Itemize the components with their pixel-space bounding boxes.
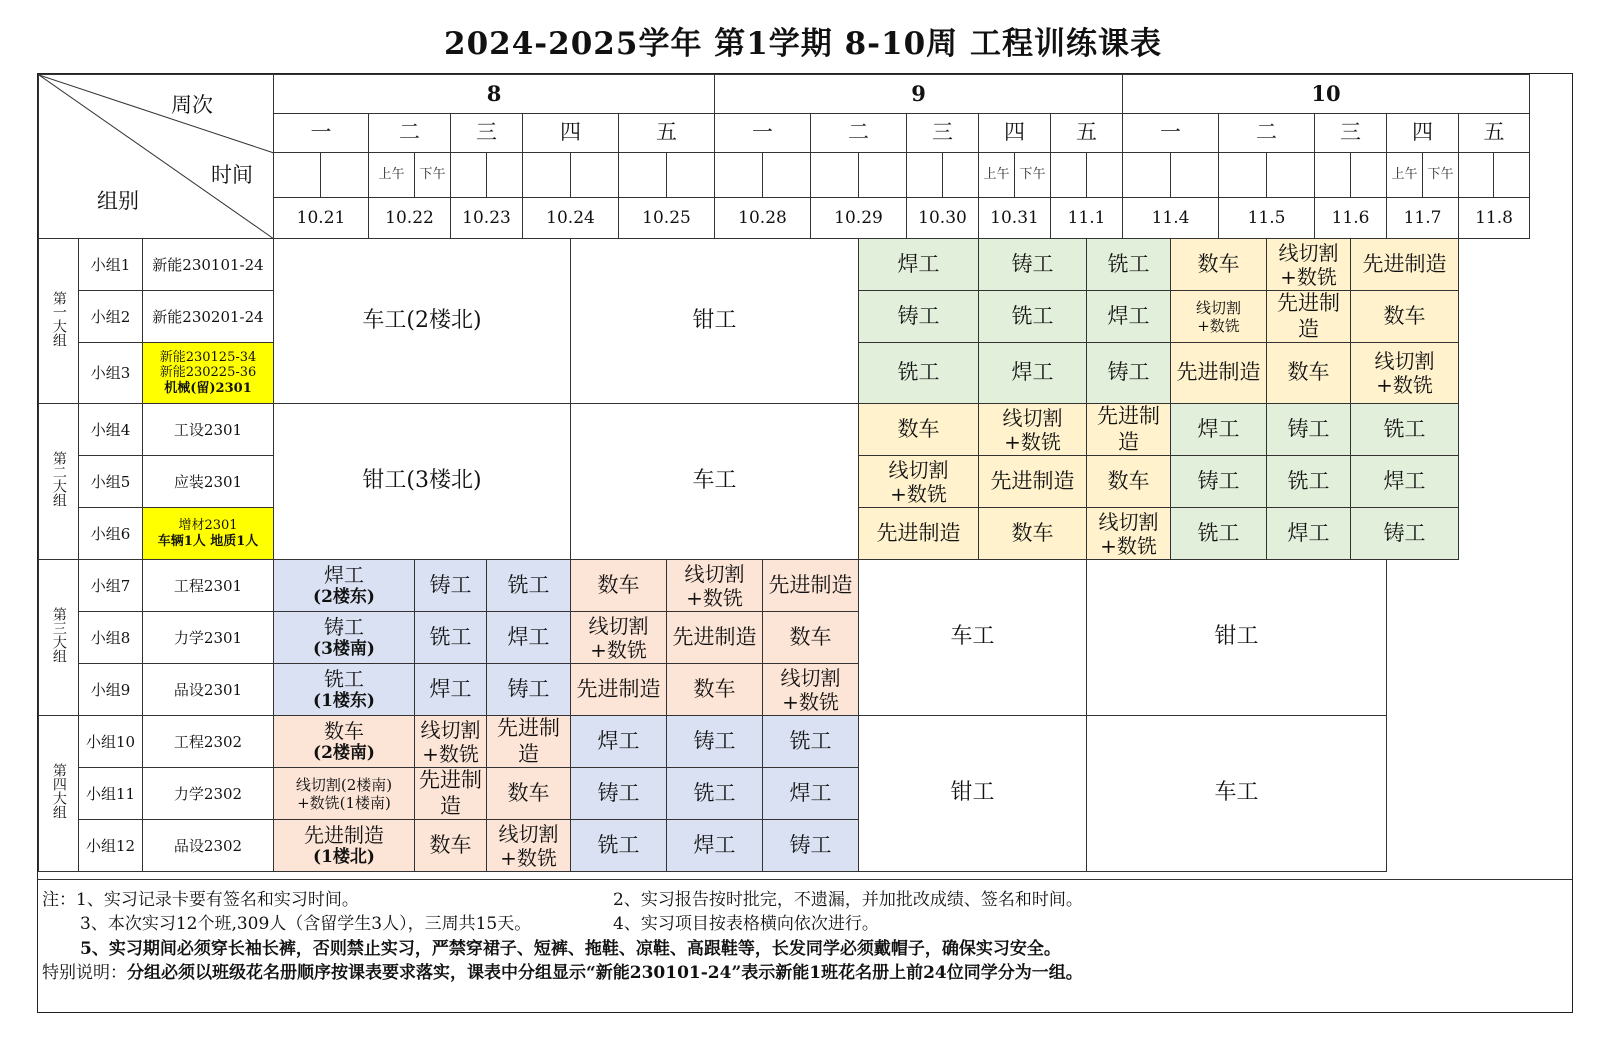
session-cell: 先进制造 [487,716,571,768]
session-line: +数铣 [422,741,479,766]
session-cell [1351,343,1459,404]
class-label: 品设2301 [143,664,274,716]
corner-header [39,75,274,239]
session-cell: 焊工 [667,820,763,872]
corner-time-label: 时间 [211,163,253,187]
session-cell: 数车 [1087,456,1171,508]
day-header: 二 [369,114,451,153]
session-cell: 铸工 [667,716,763,768]
session-cell [274,768,415,820]
group-label: 小组2 [79,291,143,343]
half-day-slot [1219,153,1267,198]
half-day-slot [321,153,369,198]
session-cell: 焊工 [859,239,979,291]
class-label [143,343,274,404]
week-header-10: 10 [1123,75,1530,114]
day-header: 四 [523,114,619,153]
session-cell: 焊工 [1351,456,1459,508]
session-cell: 先进制造 [1087,404,1171,456]
session-line: 线切割 [1098,509,1159,534]
day-header: 四 [979,114,1051,153]
session-line: 数车 [324,719,364,744]
session-cell: 焊工 [415,664,487,716]
half-day-slot [667,153,715,198]
am-label: 上午 [369,153,415,198]
date-header: 10.25 [619,198,715,239]
note-special [42,961,1083,985]
session-cell: 铸工 [571,768,667,820]
half-day-slot [1351,153,1387,198]
session-line: +数铣(1楼南) [297,793,391,812]
session-cell: 先进制造 [1171,343,1267,404]
half-day-slot [1494,153,1530,198]
session-line: 线切割 [1002,405,1063,430]
date-header: 10.28 [715,198,811,239]
group-label: 小组10 [79,716,143,768]
day-header: 三 [1315,114,1387,153]
schedule-table [37,73,1573,1013]
half-day-slot [487,153,523,198]
session-cell [1267,239,1351,291]
session-cell: 铣工 [859,343,979,404]
date-header: 11.4 [1123,198,1219,239]
session-cell [571,612,667,664]
merged-session: 车工 [859,560,1087,716]
half-day-slot [1051,153,1087,198]
session-cell: 先进制造 [859,508,979,560]
session-line: 焊工 [324,563,364,588]
session-cell [763,664,859,716]
class-label: 应装2301 [143,456,274,508]
class-line: 车辆1人 地质1人 [157,533,259,549]
date-header: 11.1 [1051,198,1123,239]
session-cell: 铸工 [1267,404,1351,456]
big-group-3-text: 第三大组 [50,607,67,664]
session-cell [667,560,763,612]
session-cell: 先进制造 [1351,239,1459,291]
session-line: +数铣 [1280,264,1337,289]
half-day-slot [1315,153,1351,198]
session-location: (2楼东) [313,587,375,608]
group-label: 小组1 [79,239,143,291]
session-cell [859,456,979,508]
session-cell: 数车 [1351,291,1459,343]
session-line: 线切割 [420,717,481,742]
date-header: 11.5 [1219,198,1315,239]
class-line: 机械(留)2301 [164,380,252,396]
session-cell: 铣工 [1171,508,1267,560]
big-group-label [39,404,79,560]
session-cell [274,716,415,768]
day-header: 三 [451,114,523,153]
session-location: (1楼东) [313,691,375,712]
half-day-slot [763,153,811,198]
big-group-label [39,716,79,872]
session-cell [979,404,1087,456]
session-line: +数铣 [1100,533,1157,558]
note-special-label: 特别说明： [42,963,127,983]
session-line: 线切割 [684,561,745,586]
big-group-label [39,239,79,404]
session-line: 线切割 [1195,298,1241,317]
am-label: 上午 [979,153,1015,198]
half-day-slot [523,153,571,198]
session-cell [274,560,415,612]
session-cell: 铣工 [979,291,1087,343]
session-cell: 铸工 [1171,456,1267,508]
half-day-slot [943,153,979,198]
class-label: 工设2301 [143,404,274,456]
merged-session: 钳工(3楼北) [274,404,571,560]
group-label: 小组3 [79,343,143,404]
group-label: 小组9 [79,664,143,716]
merged-session: 钳工 [859,716,1087,872]
session-line: 先进制造 [304,823,384,848]
big-group-2-text: 第二大组 [50,451,67,508]
session-cell: 焊工 [571,716,667,768]
session-cell: 铸工 [979,239,1087,291]
class-label: 品设2302 [143,820,274,872]
day-header: 二 [811,114,907,153]
session-line: 线切割 [888,457,949,482]
session-cell [274,664,415,716]
note-4: 4、实习项目按表格横向依次进行。 [613,914,879,934]
date-header: 10.29 [811,198,907,239]
class-label: 工程2301 [143,560,274,612]
date-header: 10.23 [451,198,523,239]
half-day-slot [274,153,321,198]
session-line: 线切割 [498,821,559,846]
session-cell: 先进制造 [979,456,1087,508]
session-cell: 焊工 [1087,291,1171,343]
session-cell: 先进制造 [763,560,859,612]
day-header: 一 [274,114,369,153]
note-2: 2、实习报告按时批完，不遗漏，并加批改成绩、签名和时间。 [613,890,1083,910]
class-label: 力学2301 [143,612,274,664]
session-line: +数铣 [890,481,947,506]
notes-section [38,879,1573,1013]
big-group-4-text: 第四大组 [50,763,67,820]
class-label: 新能230101-24 [143,239,274,291]
half-day-slot [1123,153,1171,198]
session-cell: 数车 [859,404,979,456]
session-cell: 先进制造 [1267,291,1351,343]
session-cell [487,820,571,872]
session-line: +数铣 [1376,373,1433,397]
session-line: 线切割 [780,665,841,690]
session-cell: 数车 [1267,343,1351,404]
day-header: 五 [1459,114,1530,153]
big-group-1-text: 第一大组 [50,290,67,347]
am-label: 上午 [1387,153,1423,198]
session-cell: 先进制造 [415,768,487,820]
date-header: 10.22 [369,198,451,239]
merged-session: 钳工 [571,239,859,404]
session-cell: 铣工 [1267,456,1351,508]
session-cell: 数车 [1171,239,1267,291]
note-3: 3、本次实习12个班,309人（含留学生3人），三周共15天。 [80,914,532,934]
session-cell [274,820,415,872]
group-label: 小组6 [79,508,143,560]
date-header: 10.24 [523,198,619,239]
session-cell: 铣工 [1351,404,1459,456]
session-line: +数铣 [782,689,839,714]
session-cell [274,612,415,664]
session-location: (2楼南) [313,743,375,764]
pm-label: 下午 [1015,153,1051,198]
corner-diagonal-lines [39,75,274,239]
day-header: 一 [1123,114,1219,153]
date-header: 10.31 [979,198,1051,239]
date-header: 10.30 [907,198,979,239]
session-line: 线切割 [588,613,649,638]
day-header: 五 [1051,114,1123,153]
half-day-slot [715,153,763,198]
session-cell: 数车 [667,664,763,716]
session-cell: 铸工 [1087,343,1171,404]
session-cell: 铸工 [1351,508,1459,560]
note-special-text: 分组必须以班级花名册顺序按课表要求落实，课表中分组显示“新能230101-24”表示新能1班花名册上前24位同学分为一组。 [127,963,1083,983]
session-cell: 先进制造 [667,612,763,664]
session-line: 铣工 [324,667,364,692]
session-cell: 焊工 [1171,404,1267,456]
session-cell: 铣工 [763,716,859,768]
pm-label: 下午 [415,153,451,198]
session-cell: 焊工 [979,343,1087,404]
half-day-slot [907,153,943,198]
big-group-label [39,560,79,716]
session-line: 线切割 [1374,349,1435,373]
session-cell: 焊工 [1267,508,1351,560]
merged-session: 车工 [571,404,859,560]
date-header: 11.6 [1315,198,1387,239]
session-cell: 铣工 [571,820,667,872]
page-title: 2024-2025学年 第1学期 8-10周 工程训练课表 [444,26,1162,62]
group-label: 小组8 [79,612,143,664]
half-day-slot [859,153,907,198]
group-label: 小组5 [79,456,143,508]
date-header: 10.21 [274,198,369,239]
half-day-slot [1459,153,1494,198]
session-cell: 铸工 [487,664,571,716]
class-line: 新能230225-36 [159,365,257,381]
group-label: 小组11 [79,768,143,820]
week-header-8: 8 [274,75,715,114]
session-cell: 数车 [571,560,667,612]
day-header: 一 [715,114,811,153]
session-cell: 铣工 [667,768,763,820]
week-header-9: 9 [715,75,1123,114]
session-line: +数铣 [590,637,647,662]
session-line: +数铣 [500,845,557,870]
schedule-grid [38,74,1530,872]
half-day-slot [451,153,487,198]
session-cell [415,716,487,768]
group-label: 小组12 [79,820,143,872]
class-label [143,508,274,560]
session-line: 线切割 [1278,240,1339,265]
corner-week-label: 周次 [171,93,213,117]
group-label: 小组7 [79,560,143,612]
merged-session: 车工(2楼北) [274,239,571,404]
date-header: 11.7 [1387,198,1459,239]
merged-session: 车工 [1087,716,1387,872]
half-day-slot [1171,153,1219,198]
session-cell: 焊工 [763,768,859,820]
session-cell: 数车 [487,768,571,820]
day-header: 五 [619,114,715,153]
class-label: 力学2302 [143,768,274,820]
session-line: +数铣 [1197,316,1240,335]
day-header: 三 [907,114,979,153]
class-label: 工程2302 [143,716,274,768]
pm-label: 下午 [1423,153,1459,198]
day-header: 二 [1219,114,1315,153]
session-cell: 焊工 [487,612,571,664]
session-cell [1087,508,1171,560]
session-cell [1171,291,1267,343]
session-cell: 数车 [979,508,1087,560]
session-location: (1楼北) [313,847,375,868]
half-day-slot [811,153,859,198]
session-cell: 数车 [415,820,487,872]
class-label: 新能230201-24 [143,291,274,343]
session-cell: 铸工 [415,560,487,612]
class-line: 增材2301 [178,517,238,533]
session-line: 铸工 [324,615,364,640]
session-cell: 铣工 [1087,239,1171,291]
note-1: 注：1、实习记录卡要有签名和实习时间。 [42,890,359,910]
half-day-slot [571,153,619,198]
session-line: +数铣 [686,585,743,610]
half-day-slot [1087,153,1123,198]
half-day-slot [619,153,667,198]
group-label: 小组4 [79,404,143,456]
half-day-slot [1267,153,1315,198]
note-5: 5、实习期间必须穿长袖长裤，否则禁止实习，严禁穿裙子、短裤、拖鞋、凉鞋、高跟鞋等，长发同学必须戴帽子，确保实习安全。 [80,939,1061,959]
class-line: 新能230125-34 [159,349,257,365]
session-cell: 铸工 [763,820,859,872]
session-cell: 先进制造 [571,664,667,716]
session-cell: 铸工 [859,291,979,343]
merged-session: 钳工 [1087,560,1387,716]
date-header: 11.8 [1459,198,1530,239]
session-cell: 数车 [763,612,859,664]
session-line: 线切割(2楼南) [295,775,393,794]
corner-group-label: 组别 [97,189,139,213]
session-line: +数铣 [1004,429,1061,454]
session-cell: 铣工 [415,612,487,664]
session-cell: 铣工 [487,560,571,612]
session-location: (3楼南) [313,639,375,660]
day-header: 四 [1387,114,1459,153]
